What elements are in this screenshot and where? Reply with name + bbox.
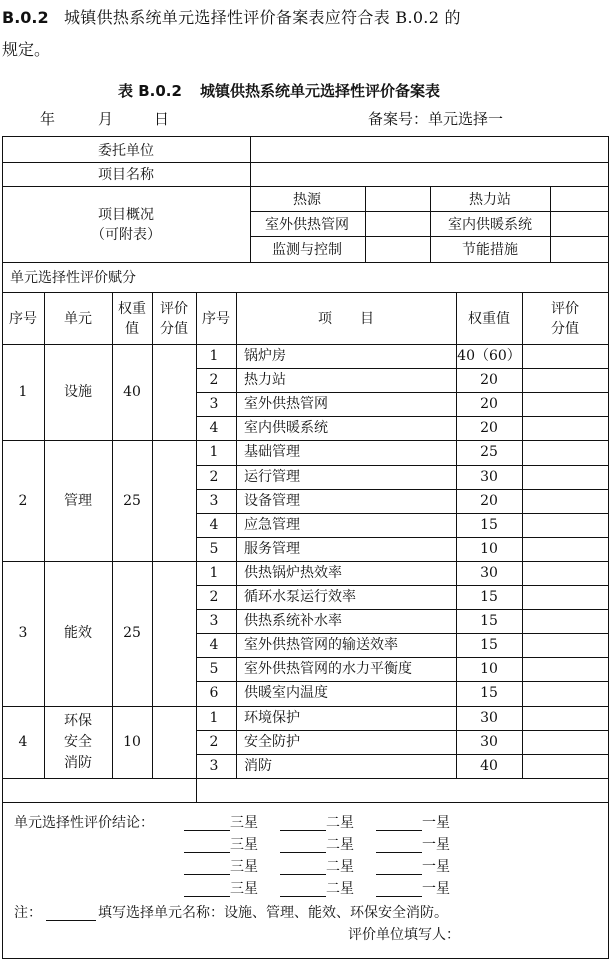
item-score-input[interactable] [524, 346, 606, 366]
star-count-blank[interactable] [184, 838, 230, 853]
item-seq: 5 [209, 540, 219, 557]
item-seq: 4 [209, 516, 219, 533]
item-score-input[interactable] [524, 635, 606, 655]
header-weight-line2: 值 [125, 321, 139, 337]
star-count-blank[interactable] [184, 882, 230, 897]
item-seq: 1 [209, 564, 219, 581]
star-label: 一星 [422, 836, 450, 853]
header-score: 评价 [160, 301, 188, 317]
item-seq: 1 [209, 709, 219, 726]
project-overview-sub-label: （可附表） [91, 227, 161, 243]
item-score-input[interactable] [524, 611, 606, 631]
trailing-row-line [2, 802, 196, 803]
column-divider [522, 292, 523, 344]
item-name: 循环水泵运行效率 [244, 589, 356, 605]
header-sub-seq: 序号 [202, 311, 230, 327]
star-label: 一星 [422, 858, 450, 875]
unit-bottom-line [2, 561, 608, 562]
item-score-input[interactable] [524, 659, 606, 679]
item-name: 消防 [244, 757, 272, 774]
unit-name: 设施 [64, 384, 92, 401]
table-border-bottom [2, 958, 609, 959]
item-weight: 20 [480, 420, 498, 437]
item-name: 供暖室内温度 [244, 685, 328, 702]
table-border-right [608, 136, 609, 959]
item-seq: 5 [209, 661, 219, 678]
info-line [2, 186, 608, 187]
project-overview-label: 项目概况 [98, 207, 154, 223]
item-score-input[interactable] [524, 515, 606, 535]
star-count-blank[interactable] [280, 860, 326, 875]
item-score-input[interactable] [524, 442, 606, 462]
unit-score-input[interactable] [154, 346, 194, 438]
info-divider [365, 186, 366, 262]
item-weight: 15 [480, 589, 498, 605]
date-month-label: 月 [98, 110, 114, 128]
item-name: 锅炉房 [244, 348, 286, 364]
star-label: 三星 [230, 814, 258, 831]
info-line [250, 211, 608, 212]
section-number: B.0.2 [2, 8, 49, 27]
item-seq: 2 [209, 733, 219, 750]
item-seq: 6 [209, 685, 219, 702]
item-row-line [196, 416, 608, 417]
item-row-line [196, 657, 608, 658]
unit-bottom-line [2, 440, 608, 441]
info-divider [250, 136, 251, 262]
column-divider [152, 292, 153, 344]
conclusion-label: 单元选择性评价结论： [14, 814, 154, 831]
item-weight: 40（60） [457, 348, 521, 364]
item-name: 供热系统补水率 [244, 613, 342, 630]
info-item-energy-saving: 节能措施 [462, 242, 518, 258]
star-count-blank[interactable] [280, 882, 326, 897]
item-seq: 3 [209, 613, 219, 630]
record-number: 备案号：单元选择一 [368, 110, 504, 128]
item-seq: 2 [209, 589, 219, 605]
item-score-input[interactable] [524, 683, 606, 703]
item-row-line [196, 585, 608, 586]
star-label: 三星 [230, 858, 258, 875]
column-divider [456, 292, 457, 344]
star-count-blank[interactable] [376, 882, 422, 897]
star-label: 二星 [326, 858, 354, 875]
item-weight: 15 [480, 613, 498, 630]
item-name: 应急管理 [244, 516, 300, 533]
star-label: 二星 [326, 814, 354, 831]
header-weight: 权重 [118, 301, 146, 317]
note-text: 填写选择单元名称：设施、管理、能效、环保安全消防。 [98, 904, 448, 921]
note-prefix: 注： [14, 904, 42, 921]
item-weight: 20 [480, 492, 498, 509]
item-name: 基础管理 [244, 444, 300, 461]
item-score-input[interactable] [524, 563, 606, 583]
star-label: 一星 [422, 880, 450, 897]
star-count-blank[interactable] [376, 860, 422, 875]
column-divider [236, 344, 237, 778]
item-name: 室内供暖系统 [244, 420, 328, 437]
info-line [250, 236, 608, 237]
unit-seq: 4 [18, 733, 28, 750]
item-weight: 30 [480, 709, 498, 726]
column-divider [112, 344, 113, 778]
item-row-line [196, 368, 608, 369]
table-border-left [2, 136, 3, 959]
section-text-line1: 城镇供热系统单元选择性评价备案表应符合表 B.0.2 的 [64, 8, 461, 27]
item-score-input[interactable] [524, 370, 606, 390]
item-row-line [196, 633, 608, 634]
item-score-input[interactable] [524, 418, 606, 438]
item-seq: 2 [209, 468, 219, 485]
item-score-input[interactable] [524, 394, 606, 414]
star-count-blank[interactable] [376, 816, 422, 831]
unit-bottom-line [2, 706, 608, 707]
item-name: 热力站 [244, 372, 286, 389]
item-seq: 3 [209, 396, 219, 413]
item-score-input[interactable] [524, 587, 606, 607]
unit-weight: 40 [123, 384, 141, 401]
item-name: 环境保护 [244, 709, 300, 726]
table-title-label: 表 B.0.2 [118, 82, 182, 100]
trailing-row-line [196, 802, 608, 803]
date-year-label: 年 [40, 110, 56, 128]
project-name-label: 项目名称 [98, 167, 154, 183]
column-divider [44, 292, 45, 344]
info-item-indoor-heating: 室内供暖系统 [448, 217, 532, 233]
info-item-outdoor-network: 室外供热管网 [265, 217, 349, 233]
info-divider [550, 186, 551, 262]
star-label: 一星 [422, 814, 450, 831]
column-divider [456, 344, 457, 778]
item-score-input[interactable] [524, 491, 606, 511]
header-sub-score: 评价 [551, 301, 579, 317]
table-title-text: 城镇供热系统单元选择性评价备案表 [200, 82, 441, 100]
item-seq: 3 [209, 492, 219, 509]
column-divider [152, 344, 153, 778]
star-count-blank[interactable] [184, 860, 230, 875]
unit-weight: 25 [123, 492, 141, 509]
unit-name: 安全 [64, 733, 92, 750]
item-seq: 1 [209, 444, 219, 461]
star-label: 三星 [230, 836, 258, 853]
column-divider [44, 344, 45, 778]
item-weight: 30 [480, 564, 498, 581]
item-name: 供热锅炉热效率 [244, 564, 342, 581]
info-item-heat-station: 热力站 [469, 192, 511, 208]
star-count-blank[interactable] [280, 816, 326, 831]
unit-score-input[interactable] [154, 708, 194, 776]
column-divider [112, 292, 113, 344]
item-score-input[interactable] [524, 539, 606, 559]
unit-bottom-line [2, 778, 608, 779]
item-weight: 25 [480, 444, 498, 461]
client-label: 委托单位 [98, 143, 154, 159]
date-day-label: 日 [154, 110, 170, 128]
header-unit: 单元 [64, 311, 92, 327]
item-row-line [196, 392, 608, 393]
item-row-line [196, 609, 608, 610]
header-item: 项 目 [318, 311, 374, 327]
info-item-heat-source: 热源 [293, 192, 321, 208]
item-weight: 10 [480, 661, 498, 678]
header-score-line2: 分值 [160, 321, 188, 337]
star-count-blank[interactable] [280, 838, 326, 853]
item-name: 室外供热管网的输送效率 [244, 637, 398, 654]
column-divider [196, 778, 197, 802]
star-label: 三星 [230, 880, 258, 897]
item-name: 安全防护 [244, 733, 300, 750]
scoring-title-line [2, 292, 608, 293]
info-divider [430, 186, 431, 262]
unit-name: 管理 [64, 492, 92, 509]
item-seq: 4 [209, 637, 219, 654]
item-seq: 1 [209, 348, 219, 364]
item-name: 运行管理 [244, 468, 300, 485]
item-weight: 40 [480, 757, 498, 774]
scoring-title: 单元选择性评价赋分 [10, 270, 136, 286]
item-row-line [196, 681, 608, 682]
unit-seq: 3 [18, 625, 28, 642]
signer-label: 评价单位填写人： [348, 926, 460, 943]
column-divider [236, 292, 237, 344]
column-divider [196, 344, 197, 778]
unit-weight: 10 [123, 733, 141, 750]
header-sub-weight: 权重值 [468, 311, 510, 327]
star-count-blank[interactable] [184, 816, 230, 831]
item-score-input[interactable] [524, 732, 606, 752]
column-divider [522, 344, 523, 778]
item-name: 设备管理 [244, 492, 300, 509]
item-name: 室外供热管网 [244, 396, 328, 413]
unit-seq: 2 [18, 492, 28, 509]
column-divider [196, 292, 197, 344]
item-name: 室外供热管网的水力平衡度 [244, 661, 412, 678]
header-sub-score-line2: 分值 [551, 321, 579, 337]
item-name: 服务管理 [244, 540, 300, 557]
item-weight: 10 [480, 540, 498, 557]
item-score-input[interactable] [524, 467, 606, 487]
item-weight: 15 [480, 637, 498, 654]
item-seq: 2 [209, 372, 219, 389]
unit-name-blank[interactable] [46, 906, 96, 921]
star-label: 二星 [326, 880, 354, 897]
section-text-line2: 规定。 [2, 40, 51, 59]
item-weight: 30 [480, 468, 498, 485]
unit-weight: 25 [123, 625, 141, 642]
table-border-top [2, 136, 609, 137]
star-count-blank[interactable] [376, 838, 422, 853]
info-item-monitoring: 监测与控制 [272, 242, 342, 258]
info-line [2, 162, 608, 163]
unit-name: 环保 [64, 712, 92, 729]
unit-score-input[interactable] [154, 563, 194, 704]
header-bottom-line [2, 344, 608, 345]
item-weight: 20 [480, 396, 498, 413]
star-label: 二星 [326, 836, 354, 853]
item-seq: 4 [209, 420, 219, 437]
unit-name: 消防 [64, 754, 92, 771]
item-seq: 3 [209, 757, 219, 774]
item-weight: 20 [480, 372, 498, 389]
item-weight: 15 [480, 516, 498, 533]
header-seq: 序号 [9, 311, 37, 327]
item-score-input[interactable] [524, 756, 606, 776]
item-weight: 30 [480, 733, 498, 750]
unit-score-input[interactable] [154, 442, 194, 559]
unit-name: 能效 [64, 625, 92, 642]
unit-seq: 1 [18, 384, 28, 401]
item-weight: 15 [480, 685, 498, 702]
info-line [2, 262, 608, 263]
item-score-input[interactable] [524, 708, 606, 728]
